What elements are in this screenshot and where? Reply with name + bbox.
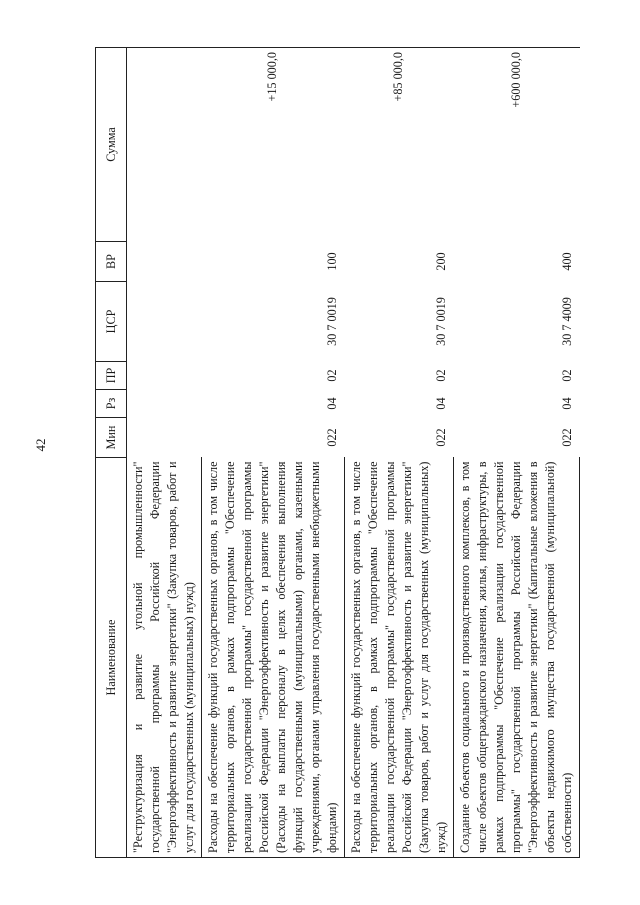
row-sum: +600 000,0 (454, 48, 580, 242)
row-csr: 30 7 0019 (324, 297, 339, 346)
row-sum: +85 000,0 (345, 48, 454, 242)
row-csr: 30 7 4009 (559, 297, 574, 346)
row-rz: 04 (433, 397, 448, 410)
header-sum: Сумма (96, 48, 127, 242)
rotated-sheet (95, 48, 574, 858)
row-pr: 02 (324, 369, 339, 382)
row-pr: 02 (559, 369, 574, 382)
row-name: "Реструктуризация и развитие угольной промышленности" государственной программы Российской Федерации "Энергоэффективность и развитие энергетики" (Закупка товаров, работ и услуг для государственных (муниципальных) нужд) (127, 458, 202, 858)
row-sum (127, 48, 202, 242)
row-pr (127, 362, 202, 390)
row-rz: 04 (324, 397, 339, 410)
page-number: 42 (33, 438, 48, 452)
row-rz (127, 390, 202, 418)
row-vr (127, 242, 202, 282)
row-min: 022 (324, 428, 339, 447)
row-csr: 30 7 0019 (433, 297, 448, 346)
row-min: 022 (559, 428, 574, 447)
row-name: Расходы на обеспечение функций государственных органов, в том числе территориальных органов, в рамках подпрограммы "Обеспечение реализации государственной программы" государственной программы Российской Федерации "Энергоэффективность и развитие энергетики" (Расходы на выплаты персоналу в целях обеспечения выполнения функций государственными (муниципальными) органами, казенными учреждениями, органами управления государственными внебюджетными фондами) (202, 458, 345, 858)
row-vr: 400 (559, 252, 574, 271)
row-vr: 200 (433, 252, 448, 271)
row-csr (127, 282, 202, 362)
table-row (202, 48, 345, 858)
header-csr: ЦСР (96, 282, 127, 362)
row-min: 022 (433, 428, 448, 447)
table-header-row (96, 48, 127, 858)
header-rz: Рз (96, 390, 127, 418)
header-vr: ВР (96, 242, 127, 282)
row-name: Расходы на обеспечение функций государственных органов, в том числе территориальных органов, в рамках подпрограммы "Обеспечение реализации государственной программы" государственной программы Российской Федерации "Энергоэффективность и развитие энергетики" (Закупка товаров, работ и услуг для государственных (муниципальных) нужд) (345, 458, 454, 858)
row-rz: 04 (559, 397, 574, 410)
row-min (127, 418, 202, 458)
header-pr: ПР (96, 362, 127, 390)
header-name: Наименование (96, 458, 127, 858)
header-min: Мин (96, 418, 127, 458)
row-pr: 02 (433, 369, 448, 382)
table-row (127, 48, 202, 858)
row-vr: 100 (324, 252, 339, 271)
row-sum: +15 000,0 (202, 48, 345, 242)
budget-table (95, 47, 580, 858)
table-row (345, 48, 454, 858)
row-name: Создание объектов социального и производственного комплексов, в том числе объектов общегражданского назначения, жилья, инфраструктуры, в рамках подпрограммы "Обеспечение реализации государственной программы" государственной программы Российской Федерации "Энергоэффективность и развитие энергетики" (Капитальные вложения в объекты недвижимого имущества государственной (муниципальной) собственности) (454, 458, 580, 858)
table-row (454, 48, 580, 858)
